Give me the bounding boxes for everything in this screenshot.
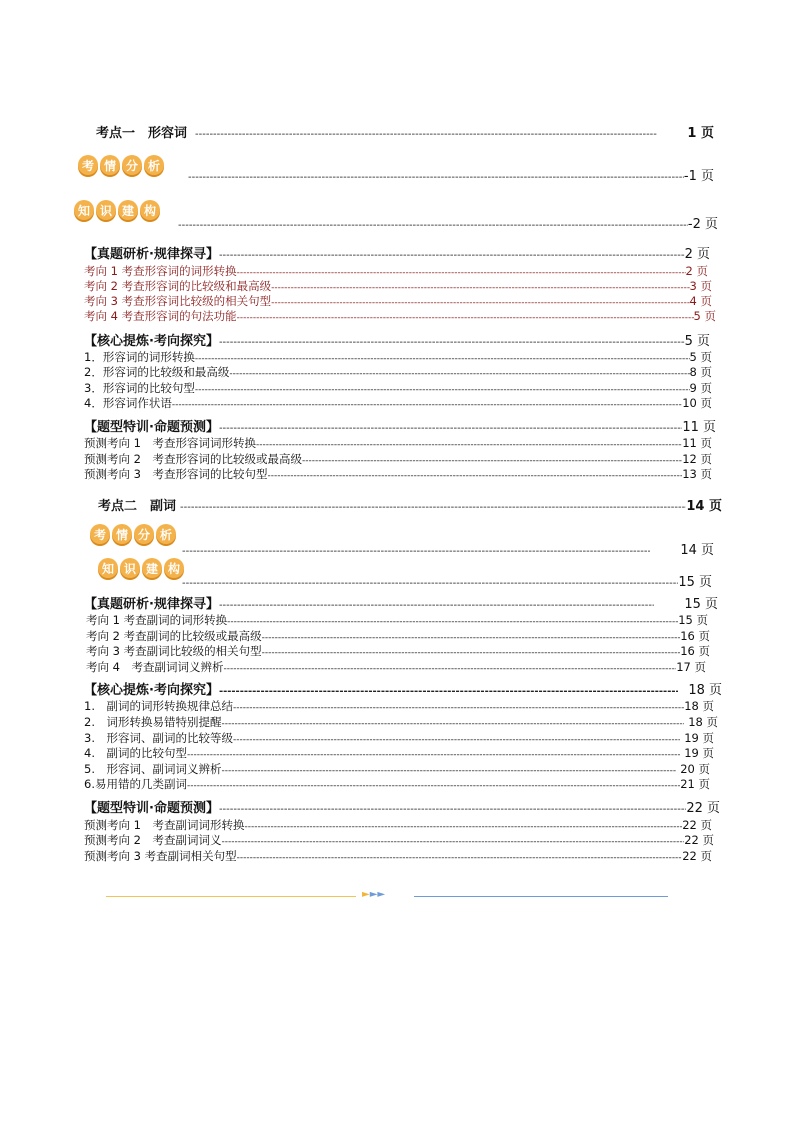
item-label: 5. 形容词、副词词义辨析 [84, 762, 222, 776]
toc-line[interactable] [182, 539, 714, 558]
leader-dots [219, 804, 686, 815]
page-number: 11 页 [682, 420, 716, 435]
badge-char: 分 [122, 155, 142, 175]
page-number: -2 页 [687, 217, 718, 232]
toc-group-heading[interactable] [84, 797, 720, 816]
page-number: 14 页 [686, 499, 722, 514]
badge-char: 考 [78, 155, 98, 175]
item-label: 1. 副词的词形转换规律总结 [84, 699, 233, 713]
leader-dots [221, 719, 684, 729]
leader-dots [223, 664, 676, 674]
leader-dots [233, 703, 684, 713]
page-number: 15 页 [678, 613, 708, 627]
item-label: 3. 形容词、副词的比较等级 [84, 731, 233, 745]
leader-dots [178, 220, 688, 231]
item-label: 考向 1 考查形容词的词形转换 [84, 264, 237, 278]
leader-dots [219, 600, 654, 611]
leader-dots [262, 648, 681, 658]
toc-line[interactable] [182, 571, 712, 590]
page-number: 18 页 [684, 699, 714, 713]
badge-char: 识 [96, 200, 116, 220]
toc-item[interactable] [84, 761, 710, 777]
item-label: 预测考向 1 考查副词词形转换 [84, 818, 245, 832]
badge-char: 识 [120, 558, 140, 578]
group-title: 【核心提炼·考向探究】 [84, 683, 219, 698]
badge-char: 建 [118, 200, 138, 220]
divider-left [106, 896, 356, 897]
page-number: 22 页 [682, 849, 712, 863]
toc-item[interactable] [84, 848, 712, 864]
group-title: 【核心提炼·考向探究】 [84, 334, 219, 349]
leader-dots [219, 250, 685, 261]
toc-item[interactable] [84, 714, 718, 730]
leader-dots [195, 354, 690, 364]
page-number: 1 页 [687, 126, 714, 141]
leader-dots [195, 385, 690, 395]
page-number: 21 页 [680, 777, 710, 791]
toc-item[interactable] [84, 278, 712, 294]
leader-dots [180, 502, 686, 513]
page-number: 19 页 [684, 746, 714, 760]
leader-dots [237, 268, 686, 278]
leader-dots [187, 750, 680, 760]
toc-item[interactable] [84, 349, 712, 365]
page-number: 13 页 [682, 467, 712, 481]
page-number: 11 页 [682, 436, 712, 450]
arrow-decoration-icon: ►►► [362, 889, 386, 900]
page-number: 19 页 [684, 731, 714, 745]
page-number: 15 页 [684, 597, 718, 612]
toc-item[interactable] [86, 659, 706, 675]
toc-item[interactable] [84, 817, 712, 833]
badge-char: 分 [134, 524, 154, 544]
leader-dots [187, 781, 680, 791]
toc-item[interactable] [84, 776, 710, 792]
leader-dots [244, 822, 682, 832]
item-label: 考向 2 考查形容词的比较级和最高级 [84, 279, 272, 293]
divider-right [414, 896, 668, 897]
toc-item[interactable] [86, 643, 710, 659]
page-number: 18 页 [688, 715, 718, 729]
page-number: 2 页 [685, 264, 708, 278]
page-number: 2 页 [684, 247, 710, 262]
group-title: 【题型特训·命题预测】 [84, 801, 219, 816]
toc-line[interactable] [178, 213, 718, 232]
page-number: 15 页 [678, 575, 712, 590]
leader-dots [237, 853, 683, 863]
toc-item[interactable] [84, 451, 712, 467]
leader-dots [195, 129, 657, 140]
toc-item[interactable] [84, 364, 712, 380]
item-label: 2. 词形转换易错特别提醒 [84, 715, 222, 729]
leader-dots [271, 298, 689, 308]
toc-item[interactable] [84, 263, 708, 279]
page-number: 22 页 [686, 801, 720, 816]
badge-char: 考 [90, 524, 110, 544]
toc-item[interactable] [84, 395, 712, 411]
toc-group-heading[interactable] [84, 330, 710, 349]
leader-dots [271, 283, 689, 293]
group-title: 【题型特训·命题预测】 [84, 420, 219, 435]
page-number: 5 页 [693, 309, 716, 323]
item-label: 4. 副词的比较句型 [84, 746, 187, 760]
page-number: 5 页 [689, 350, 712, 364]
item-label: 考向 2 考查副词的比较级或最高级 [86, 629, 262, 643]
toc-item[interactable] [84, 380, 712, 396]
leader-dots [182, 546, 650, 557]
leader-dots [233, 735, 680, 745]
item-label: 6.易用错的几类副词 [84, 777, 187, 791]
badge-char: 析 [156, 524, 176, 544]
toc-item[interactable] [84, 698, 714, 714]
item-label: 考向 3 考查副词比较级的相关句型 [86, 644, 262, 658]
badge-analysis [78, 155, 164, 175]
leader-dots [172, 400, 682, 410]
leader-dots [267, 471, 682, 481]
page-number: 16 页 [680, 644, 710, 658]
item-label: 考向 4 考查形容词的句法功能 [84, 309, 237, 323]
badge-char: 建 [142, 558, 162, 578]
badge-char: 知 [98, 558, 118, 578]
toc-group-heading[interactable] [84, 416, 716, 435]
toc-line[interactable] [188, 165, 714, 184]
page-number: 16 页 [680, 629, 710, 643]
section-title: 考点一 形容词 [96, 126, 188, 141]
toc-section-heading[interactable] [96, 122, 714, 141]
item-label: 2．形容词的比较级和最高级 [84, 365, 230, 379]
page-number: -1 页 [683, 169, 714, 184]
toc-group-heading[interactable] [84, 593, 718, 612]
page-number: 17 页 [676, 660, 706, 674]
toc-item[interactable] [84, 730, 714, 746]
item-label: 4．形容词作状语 [84, 396, 172, 410]
toc-item[interactable] [84, 308, 716, 324]
badge-analysis [90, 524, 176, 544]
leader-dots [221, 837, 684, 847]
item-label: 3．形容词的比较句型 [84, 381, 195, 395]
leader-dots [256, 440, 682, 450]
toc-item[interactable] [84, 293, 712, 309]
leader-dots [229, 369, 689, 379]
badge-knowledge [74, 200, 160, 220]
toc-item[interactable] [84, 466, 712, 482]
page-number: 3 页 [689, 279, 712, 293]
page-number: 4 页 [689, 294, 712, 308]
badge-char: 知 [74, 200, 94, 220]
leader-dots [188, 172, 684, 183]
leader-dots [219, 337, 685, 348]
toc-section-heading[interactable] [98, 495, 722, 514]
item-label: 预测考向 2 考查形容词的比较级或最高级 [84, 452, 302, 466]
leader-dots [182, 578, 678, 589]
toc-item[interactable] [86, 612, 708, 628]
leader-dots [227, 617, 678, 627]
page-number: 22 页 [684, 833, 714, 847]
leader-dots [262, 633, 681, 643]
page-number: 12 页 [682, 452, 712, 466]
badge-char: 构 [140, 200, 160, 220]
badge-char: 情 [100, 155, 120, 175]
toc-group-heading[interactable] [84, 679, 722, 698]
section-title: 考点二 副词 [98, 499, 177, 514]
item-label: 预测考向 2 考查副词词义 [84, 833, 222, 847]
group-title: 【真题研析·规律探寻】 [84, 247, 219, 262]
page-number: 5 页 [684, 334, 710, 349]
page-number: 22 页 [682, 818, 712, 832]
badge-char: 析 [144, 155, 164, 175]
item-label: 考向 1 考查副词的词形转换 [86, 613, 228, 627]
toc-group-heading[interactable] [84, 243, 710, 262]
item-label: 考向 4 考查副词词义辨析 [86, 660, 224, 674]
item-label: 预测考向 1 考查形容词词形转换 [84, 436, 256, 450]
badge-char: 构 [164, 558, 184, 578]
toc-item[interactable] [86, 628, 710, 644]
leader-dots [219, 686, 678, 697]
badge-char: 情 [112, 524, 132, 544]
leader-dots [237, 313, 694, 323]
toc-item[interactable] [84, 745, 714, 761]
toc-item[interactable] [84, 832, 714, 848]
leader-dots [221, 766, 676, 776]
item-label: 1．形容词的词形转换 [84, 350, 195, 364]
page-number: 20 页 [680, 762, 710, 776]
page-number: 18 页 [688, 683, 722, 698]
page-number: 14 页 [680, 543, 714, 558]
page-number: 8 页 [689, 365, 712, 379]
badge-knowledge [98, 558, 184, 578]
leader-dots [302, 456, 682, 466]
item-label: 考向 3 考查形容词比较级的相关句型 [84, 294, 272, 308]
page-number: 9 页 [689, 381, 712, 395]
toc-item[interactable] [84, 435, 712, 451]
item-label: 预测考向 3 考查副词相关句型 [84, 849, 237, 863]
item-label: 预测考向 3 考查形容词的比较句型 [84, 467, 268, 481]
leader-dots [219, 423, 682, 434]
group-title: 【真题研析·规律探寻】 [84, 597, 219, 612]
page-number: 10 页 [682, 396, 712, 410]
